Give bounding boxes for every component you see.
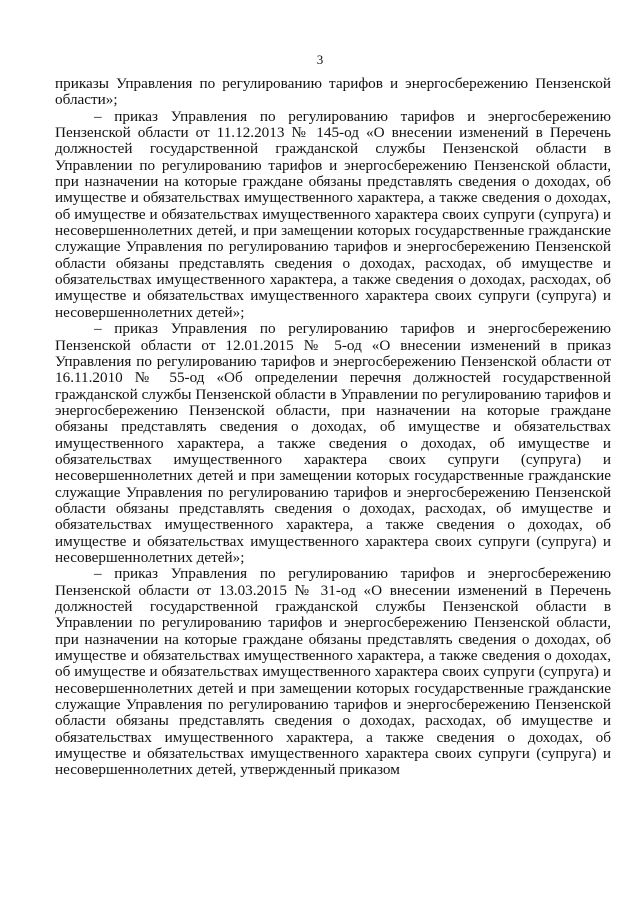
paragraph-continuation: приказы Управления по регулированию тарифов и энергосбережению Пензенской области»; — [55, 75, 611, 109]
paragraph-order-145-od: – приказ Управления по регулированию тарифов и энергосбережению Пензенской области от 11.12.2013 № 145-од «О внесении изменений в Перечень должностей государственной гражданской службы Пензенской области в Управлении по регулированию тарифов и энергосбережению Пензенской области, при назначении на которые граждане обязаны представлять сведения о доходах, об имуществе и обязательствах имущественного характера, а также сведения о доходах, об имуществе и обязательствах имущественного характера своих супруги (супруга) и несовершеннолетних детей, и при замещении которых государственные гражданские служащие Управления по регулированию тарифов и энергосбережению Пензенской области обязаны представлять сведения о доходах, расходах, об имуществе и обязательствах имущественного характера, а также сведения о доходах, расходах, об имуществе и обязательствах имущественного характера своих супруги (супруга) и несовершеннолетних детей»; — [55, 107, 611, 321]
document-body — [55, 76, 611, 779]
paragraph-order-31-od: – приказ Управления по регулированию тарифов и энергосбережению Пензенской области от 13.03.2015 № 31-од «О внесении изменений в Перечень должностей государственной гражданской службы Пензенской области в Управлении по регулированию тарифов и энергосбережению Пензенской области, при назначении на которые граждане обязаны представлять сведения о доходах, об имуществе и обязательствах имущественного характера, а также сведения о доходах, об имуществе и обязательствах имущественного характера своих супруги (супруга) и несовершеннолетних детей и при замещении которых государственные гражданские служащие Управления по регулированию тарифов и энергосбережению Пензенской области обязаны представлять сведения о доходах, расходах, об имуществе и обязательствах имущественного характера, а также сведения о доходах, об имуществе и обязательствах имущественного характера своих супруги (супруга) и несовершеннолетних детей, утвержденный приказом — [55, 565, 611, 779]
page-number: 3 — [316, 52, 324, 67]
paragraph-order-5-od: – приказ Управления по регулированию тарифов и энергосбережению Пензенской области от 12.01.2015 № 5-од «О внесении изменений в приказ Управления по регулированию тарифов и энергосбережению Пензенской области от 16.11.2010 № 55-од «Об определении перечня должностей государственной гражданской службы Пензенской области в Управлении по регулированию тарифов и энергосбережению Пензенской области, при назначении на которые граждане обязаны представлять сведения о доходах, об имуществе и обязательствах имущественного характера, а также сведения о доходах, об имуществе и обязательствах имущественного характера своих супруги (супруга) и несовершеннолетних детей и при замещении которых государственные гражданские служащие Управления по регулированию тарифов и энергосбережению Пензенской области обязаны представлять сведения о доходах, расходах, об имуществе и обязательствах имущественного характера, а также сведения о доходах, об имуществе и обязательствах имущественного характера своих супруги (супруга) и несовершеннолетних детей»; — [55, 320, 611, 566]
